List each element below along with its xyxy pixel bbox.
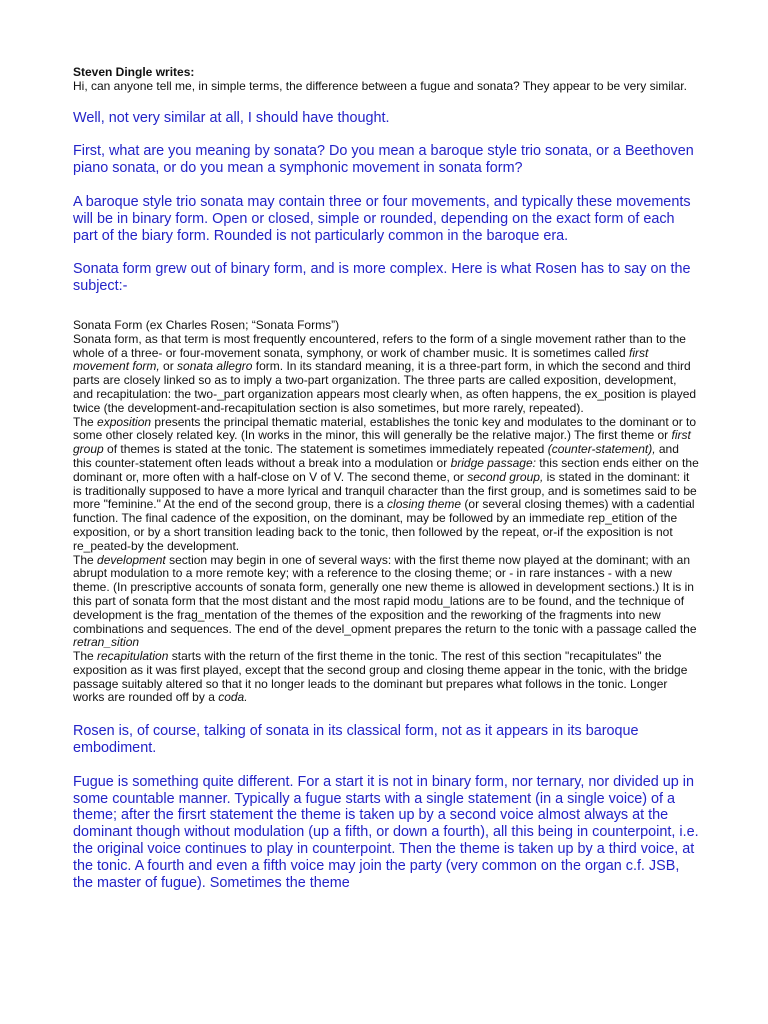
rosen-quote [73, 319, 699, 705]
reply-paragraph-4: Sonata form grew out of binary form, and is more complex. Here is what Rosen has to say on the subject:- [73, 261, 691, 295]
reply-paragraph-2: First, what are you meaning by sonata? Do you mean a baroque style trio sonata, or a Beethoven piano sonata, or do you mean a symphonic movement in sonata form? [73, 143, 694, 177]
quote-title: Sonata Form (ex Charles Rosen; “Sonata Forms”) [73, 317, 340, 332]
author-line: Steven Dingle writes: [73, 65, 195, 79]
question-text: Hi, can anyone tell me, in simple terms, the difference between a fugue and sonata? They appear to be very similar. [73, 78, 687, 93]
document-page [73, 66, 699, 891]
quote-intro: Sonata form, as that term is most frequently encountered, refers to the form of a single movement rather than to the whole of a three- or four-movement sonata, symphony, or work of chamber music. It is sometimes called first movement form, or sonata allegro form. In its standard meaning, it is a three-part form, in which the second and third parts are closely linked so as to imply a two-part organization. The three parts are called exposition, development, and recapitulation: the two-_part organization appears most clearly when, as often happens, the ex_position is played twice (the development-and-recapitulation section is also sometimes, but more rarely, repeated). [73, 331, 697, 415]
quote-recapitulation: The recapitulation starts with the return of the first theme in the tonic. The rest of this section "recapitulates" the exposition as it was first played, except that the second group and closing theme appear in the tonic, with the bridge passage suitably altered so that it no longer leads to the dominant but prepares what follows in the tonic. Longer works are rounded off by a coda. [73, 649, 688, 705]
quote-development: The development section may begin in one of several ways: with the first theme now played at the dominant; with an abrupt modulation to a more remote key; with a reference to the closing theme; or - in rare instances - with a new theme. (In prescriptive accounts of sonata form, generally one new theme is allowed in development sections.) It is in this part of sonata form that the most distant and the most rapid modu_lations are to be found, and the technique of development is the frag_mentation of the themes of the exposition and the reworking of the fragments into new combinations and sequences. The end of the devel_opment prepares the return to the tonic with a passage called the retran_sition [73, 552, 697, 650]
reply-paragraph-6: Fugue is something quite different. For a start it is not in binary form, nor ternary, nor divided up in some countable manner. Typically a fugue starts with a single statement (in a single voice) of a theme; after the firsrt statement the theme is taken up by a second voice almost always at the dominant though without modulation (up a fifth, or down a fourth), all this being in counterpoint, i.e. the original voice continues to play in counterpoint. Then the theme is taken up by a third voice, at the tonic. A fourth and even a fifth voice may join the party (very common on the organ c.f. JSB, the master of fugue). Sometimes the theme [73, 773, 699, 891]
quote-exposition: The exposition presents the principal thematic material, establishes the tonic key and modulates to the dominant or to some other closely related key. (In works in the minor, this will generally be the relative major.) The first theme or first group of themes is stated at the tonic. The statement is sometimes immediately repeated (counter-statement), and this counter-statement often leads without a break into a modulation or bridge passage: this section ends either on the dominant or, more often with a half-close on V of V. The second theme, or second group, is stated in the dominant: it is traditionally supposed to have a more lyrical and tranquil character than the first group, and is sometimes said to be more "feminine." At the end of the second group, there is a closing theme (or several closing themes) with a cadential function. The final cadence of the exposition, on the dominant, may be followed by an immediate rep_etition of the exposition, or by a short transition leading back to the tonic, then followed by the repeat, or-if the exposition is not re_peated-by the development. [73, 414, 699, 553]
original-question [73, 66, 699, 94]
reply-paragraph-1: Well, not very similar at all, I should have thought. [73, 109, 390, 126]
reply-paragraph-3: A baroque style trio sonata may contain three or four movements, and typically these movements will be in binary form. Open or closed, simple or rounded, depending on the exact form of each part of the biary form. Rounded is not particularly common in the baroque era. [73, 193, 691, 244]
reply-paragraph-5: Rosen is, of course, talking of sonata in its classical form, not as it appears in its baroque embodiment. [73, 723, 639, 757]
